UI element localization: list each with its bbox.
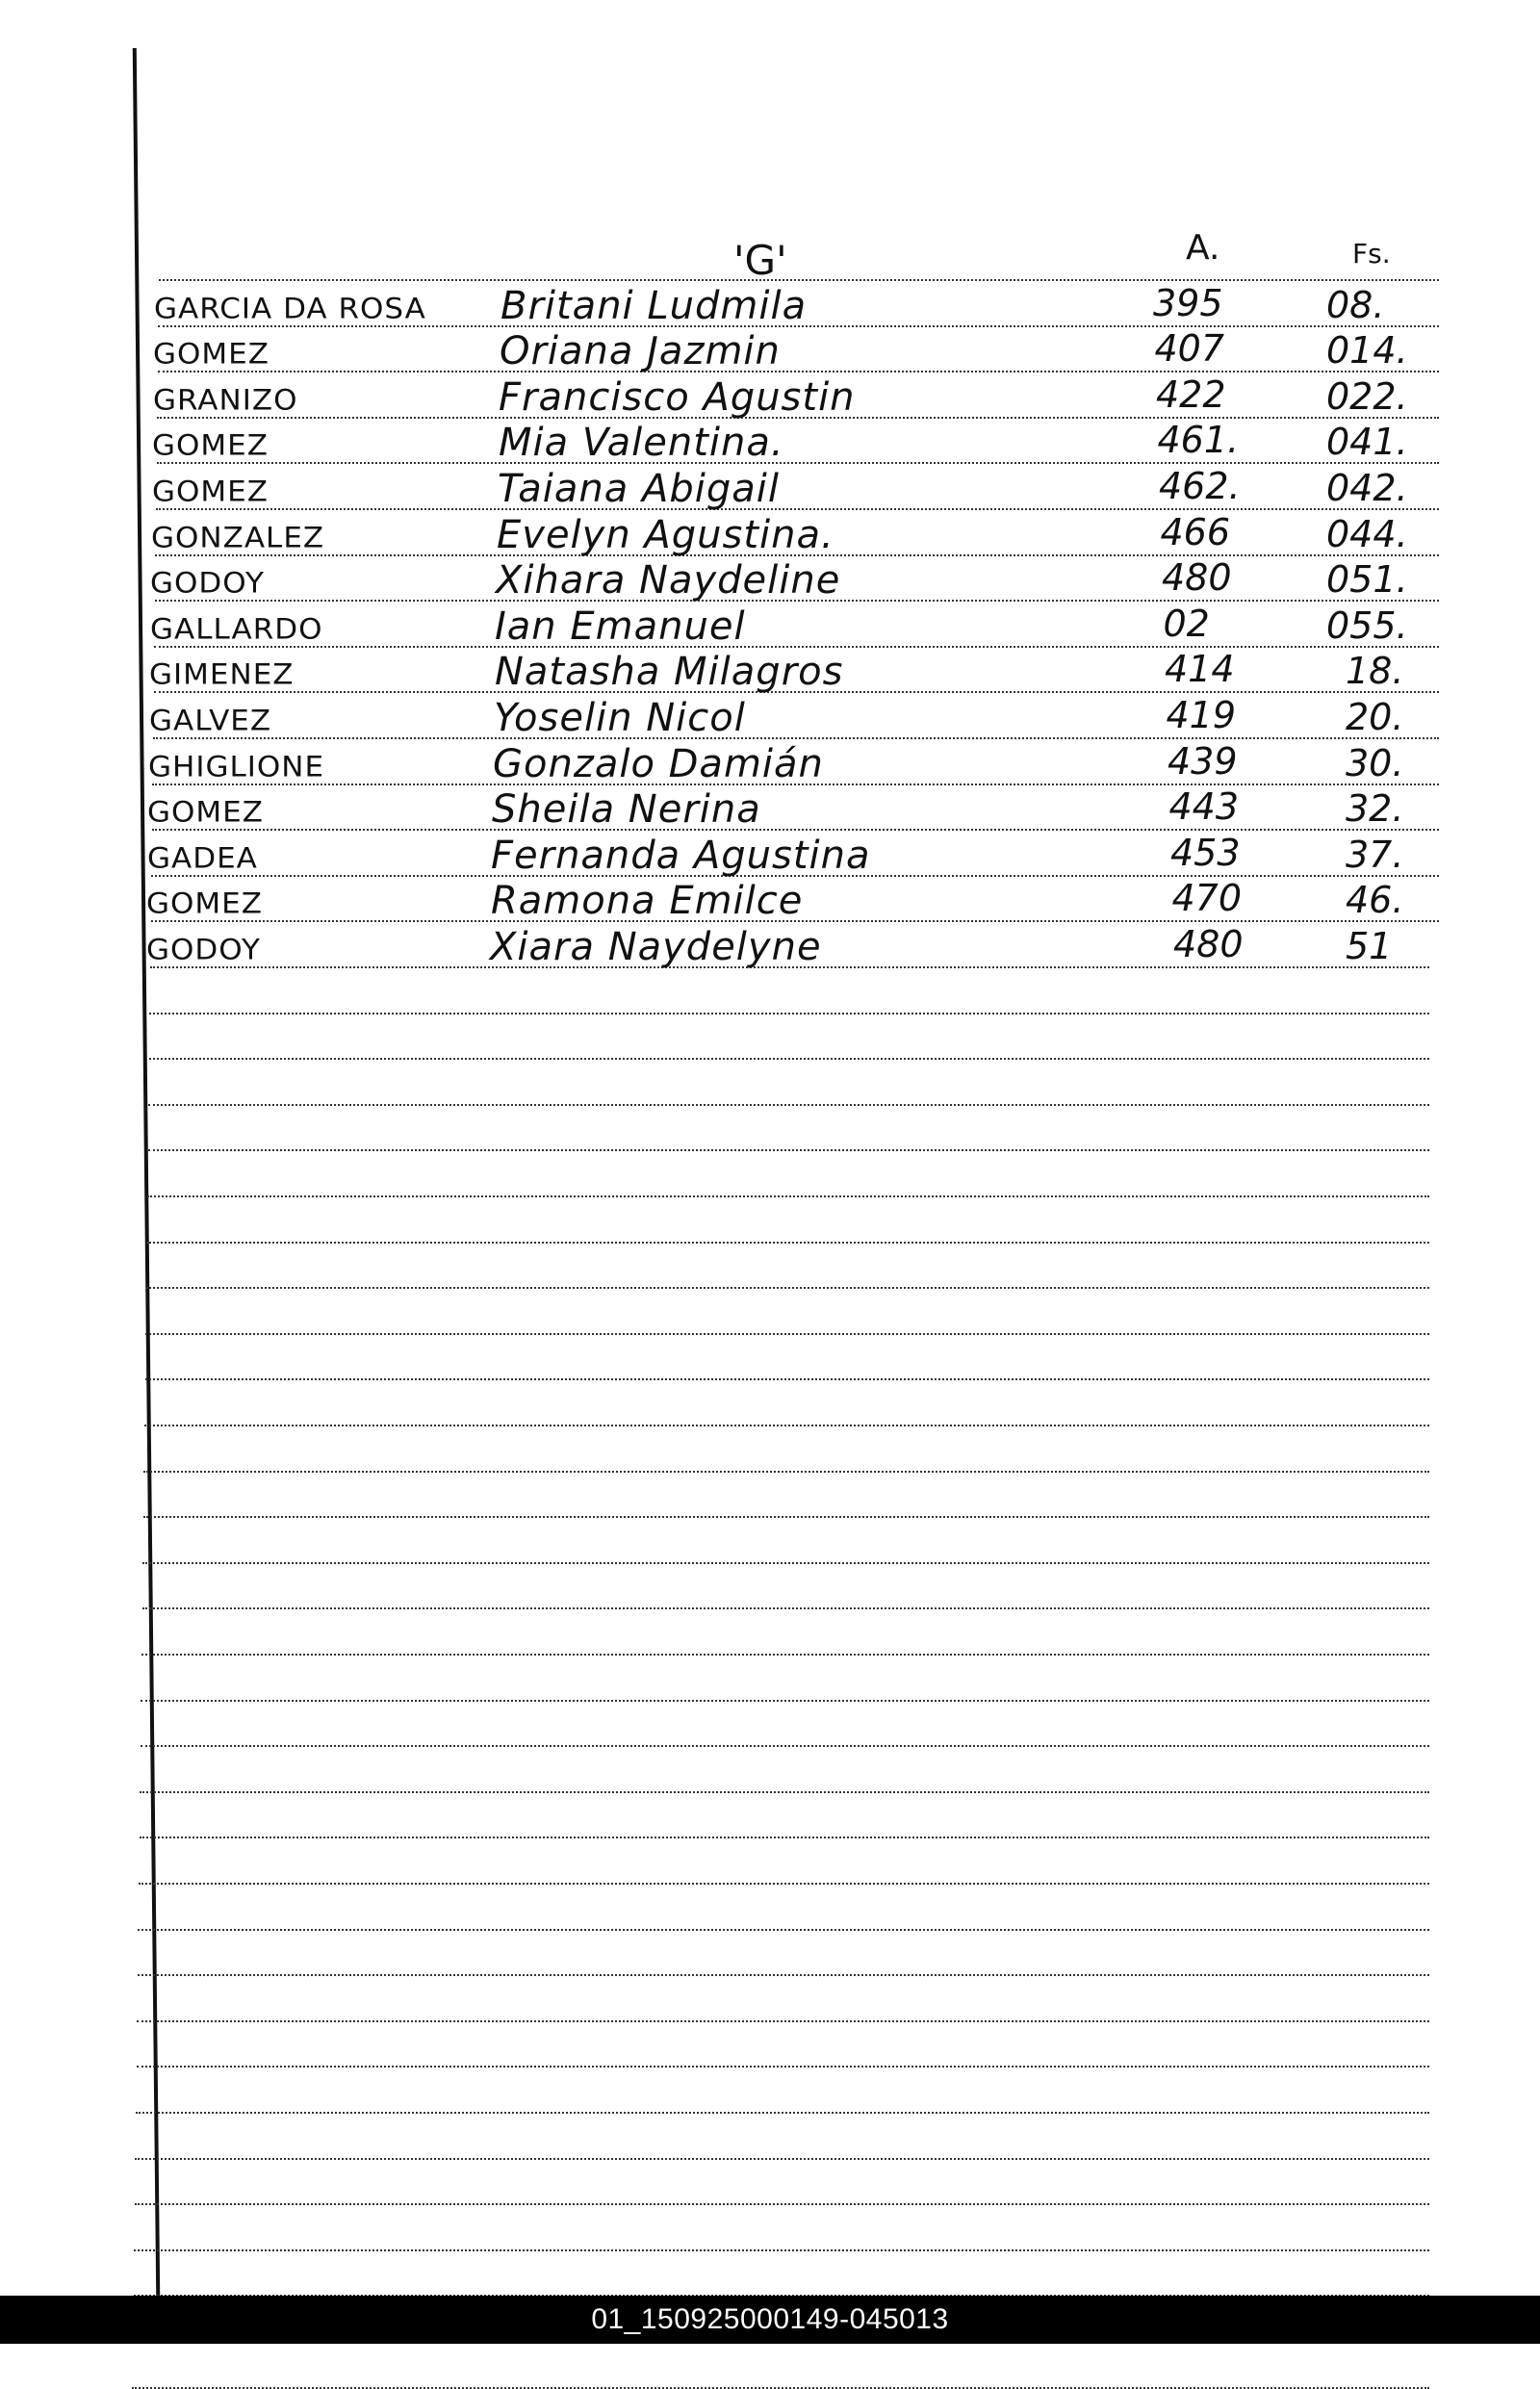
folio-number: 041. — [1326, 421, 1408, 464]
ruled-line — [135, 2203, 1429, 2205]
column-header-a: A. — [1186, 228, 1220, 268]
ruled-line — [141, 1700, 1429, 1702]
given-name: Evelyn Agustina. — [497, 512, 834, 557]
record-number: 470 — [1171, 877, 1243, 920]
given-name: Xiara Naydelyne — [490, 925, 822, 969]
given-name: Yoselin Nicol — [494, 696, 746, 740]
folio-number: 51 — [1346, 925, 1393, 967]
ruled-line — [149, 1013, 1429, 1015]
ruled-line — [158, 371, 1439, 372]
record-number: 480 — [1162, 556, 1232, 600]
given-name: Xihara Naydeline — [496, 558, 841, 604]
folio-number: 32. — [1346, 787, 1404, 831]
ruled-line — [144, 1425, 1429, 1426]
folio-number: 18. — [1346, 650, 1404, 693]
column-header-fs: Fs. — [1352, 238, 1391, 270]
ruled-line — [157, 462, 1439, 464]
record-number: 422 — [1156, 372, 1226, 416]
folio-number: 051. — [1326, 558, 1408, 602]
surname: GONZALEZ — [151, 521, 325, 554]
given-name: Francisco Agustin — [499, 374, 856, 420]
folio-number: 042. — [1326, 467, 1408, 509]
ruled-line — [145, 1378, 1429, 1380]
folio-number: 022. — [1326, 374, 1408, 418]
record-number: 419 — [1166, 694, 1237, 736]
record-number: 02 — [1163, 602, 1210, 645]
record-number: 480 — [1173, 923, 1244, 965]
surname: GOMEZ — [147, 796, 264, 830]
given-name: Taiana Abigail — [498, 467, 780, 511]
ruled-line — [148, 1149, 1429, 1151]
record-number: 453 — [1170, 831, 1241, 874]
ruled-line — [146, 1242, 1429, 1244]
ruled-line — [154, 646, 1439, 648]
ruled-line — [139, 1883, 1429, 1885]
given-name: Fernanda Agustina — [491, 833, 871, 878]
ruled-line — [137, 2020, 1429, 2022]
ruled-line — [142, 1562, 1429, 1564]
ruled-line — [142, 1607, 1429, 1609]
surname: GOMEZ — [153, 338, 270, 372]
ruled-line — [132, 2387, 1429, 2389]
ruled-line — [152, 829, 1439, 831]
surname: GADEA — [147, 841, 258, 875]
folio-number: 014. — [1326, 329, 1408, 372]
given-name: Natasha Milagros — [495, 650, 844, 695]
folio-number: 46. — [1346, 879, 1404, 922]
ruled-line — [138, 1974, 1429, 1976]
record-number: 407 — [1154, 327, 1225, 371]
ruled-line — [147, 1195, 1429, 1197]
surname: GOMEZ — [152, 475, 269, 509]
given-name: Sheila Nerina — [492, 787, 761, 833]
surname: GRANIZO — [153, 383, 298, 417]
folio-number: 055. — [1326, 604, 1408, 647]
given-name: Britani Ludmila — [500, 283, 808, 328]
document-code: 01_150925000149-045013 — [591, 2303, 949, 2335]
surname: GOMEZ — [152, 429, 269, 463]
ruled-line — [159, 279, 1439, 281]
ruled-line — [153, 737, 1439, 739]
ruled-line — [143, 1516, 1429, 1518]
ruled-line — [148, 1104, 1429, 1106]
given-name: Gonzalo Damián — [493, 741, 824, 786]
record-number: 462. — [1159, 465, 1241, 507]
record-number: 443 — [1168, 785, 1240, 829]
surname: GOMEZ — [146, 887, 263, 921]
section-letter: 'G' — [733, 237, 787, 284]
surname: GALLARDO — [150, 612, 323, 646]
surname: GALVEZ — [149, 704, 272, 738]
folio-number: 37. — [1346, 833, 1404, 876]
footer-bar — [0, 2296, 1540, 2344]
folio-number: 044. — [1326, 512, 1408, 555]
folio-number: 20. — [1346, 696, 1404, 738]
ruled-line — [134, 2249, 1429, 2251]
ruled-line — [135, 2158, 1429, 2160]
ruled-line — [143, 1471, 1429, 1473]
ruled-line — [145, 1333, 1429, 1335]
surname: GARCIA DA ROSA — [154, 292, 426, 325]
given-name: Oriana Jazmin — [500, 329, 781, 374]
ruled-line — [156, 508, 1439, 510]
record-number: 414 — [1165, 648, 1235, 691]
given-name: Mia Valentina. — [499, 421, 784, 466]
ruled-line — [136, 2112, 1429, 2114]
ruled-line — [141, 1745, 1429, 1747]
ruled-line — [140, 1791, 1429, 1793]
record-number: 461. — [1157, 419, 1240, 462]
ruled-line — [141, 1654, 1429, 1656]
folio-number: 08. — [1326, 283, 1385, 326]
ruled-line — [149, 1058, 1429, 1060]
given-name: Ian Emanuel — [495, 604, 746, 649]
ruled-line — [137, 2066, 1429, 2068]
folio-number: 30. — [1346, 741, 1404, 784]
record-number: 395 — [1153, 281, 1223, 324]
ruled-line — [140, 1837, 1429, 1838]
ruled-line — [146, 1287, 1429, 1289]
surname: GHIGLIONE — [148, 750, 325, 783]
given-name: Ramona Emilce — [491, 879, 804, 924]
record-number: 466 — [1160, 510, 1231, 553]
record-number: 439 — [1168, 739, 1238, 783]
surname: GODOY — [146, 933, 261, 967]
surname: GODOY — [150, 567, 265, 601]
surname: GIMENEZ — [149, 658, 295, 692]
ruled-line — [138, 1929, 1429, 1931]
